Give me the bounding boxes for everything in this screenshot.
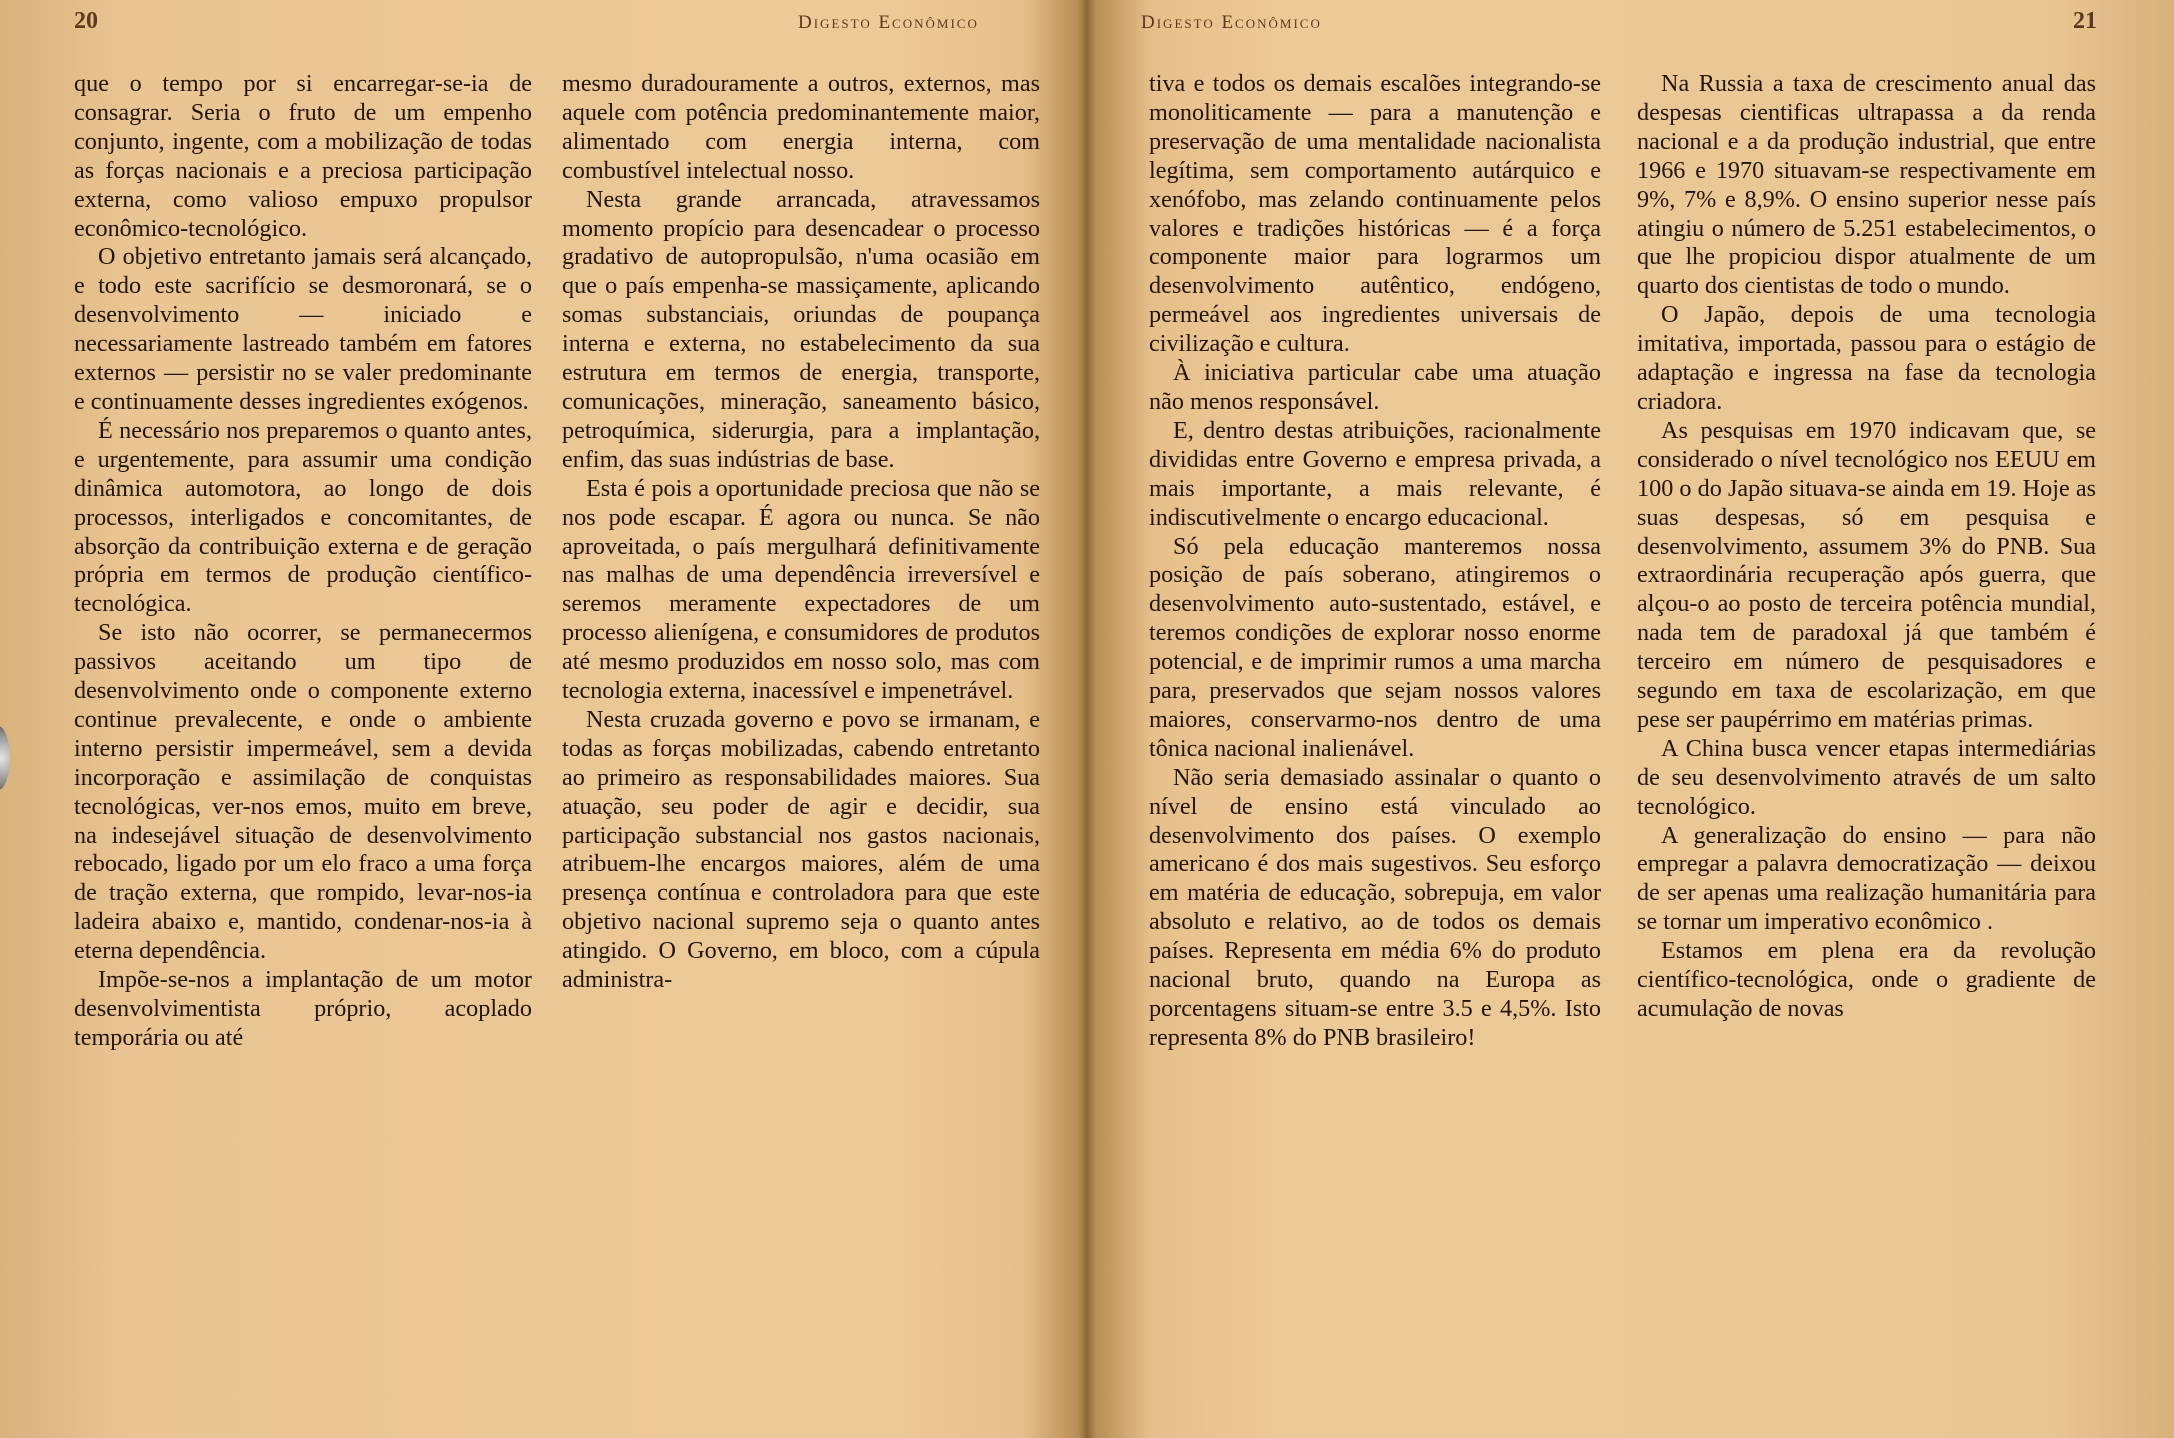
paragraph: E, dentro destas atribuições, racionalmente divididas entre Governo e empresa privada, a mais importante, a mais relevante, é indiscutivelmente o encargo educacional. — [1149, 416, 1601, 531]
paragraph: Nesta grande arrancada, atravessamos momento propício para desencadear o processo gradativo de autopropulsão, n'uma ocasião em que o país empenha-se massiçamente, aplicando somas substanciais, oriundas de poupança interna e externa, no estabelecimento da sua estrutura em termos de energia, transporte, comunicações, mineração, saneamento básico, petroquímica, siderurgia, para a implantação, enfim, das suas indústrias de base. — [562, 185, 1040, 473]
paragraph: O Japão, depois de uma tecnologia imitativa, importada, passou para o estágio de adaptação e ingressa na fase da tecnologia criadora. — [1637, 301, 2096, 415]
paragraph: Só pela educação manteremos nossa posição de país soberano, atingiremos o desenvolvimento auto-sustentado, estável, e teremos condições de explorar nosso enorme potencial, e de imprimir rumos a uma marcha para, preservados que sejam nossos valores maiores, conservarmo-nos dentro de uma tônica nacional inalienável. — [1149, 532, 1601, 762]
paragraph: que o tempo por si encarregar-se-ia de consagrar. Seria o fruto de um empenho conjunto, ingente, com a mobilização de todas as forças nacionais e a preciosa participação externa, como valioso empuxo propulsor econômico-tecnológico. — [74, 70, 532, 242]
paragraph: O objetivo entretanto jamais será alcançado, e todo este sacrifício se desmoronará, se o desenvolvimento — iniciado e necessariamente lastreado também em fatores externos — persistir no se valer predominante e continuamente desses ingredientes exógenos. — [74, 243, 532, 415]
paragraph: Impõe-se-nos a implantação de um motor desenvolvimentista próprio, acoplado temporária ou até — [74, 966, 532, 1051]
paragraph: A generalização do ensino — para não empregar a palavra democratização — deixou de ser apenas uma realização humanitária para se tornar um imperativo econômico . — [1637, 821, 2096, 936]
paragraph: mesmo duradouramente a outros, externos, mas aquele com potência predominantemente maior, alimentado com energia interna, com combustível intelectual nosso. — [562, 70, 1040, 184]
page-number: 21 — [2073, 8, 2097, 34]
paragraph: Se isto não ocorrer, se permanecermos passivos aceitando um tipo de desenvolvimento onde o componente externo continue prevalecente, e onde o ambiente interno persistir impermeável, sem a devida incorporação e assimilação de conquistas tecnológicas, ver-nos emos, muito em breve, na indesejável situação de desenvolvimento rebocado, ligado por um elo fraco a uma força de tração externa, que rompido, levar-nos-ia ladeira abaixo e, mantido, condenar-nos-ia à eterna dependência. — [74, 619, 532, 965]
paragraph: Estamos em plena era da revolução científico-tecnológica, onde o gradiente de acumulação de novas — [1637, 937, 2096, 1022]
paragraph: Na Russia a taxa de crescimento anual das despesas cientificas ultrapassa a da renda nacional e a da produção industrial, que entre 1966 e 1970 situavam-se respectivamente em 9%, 7% e 8,9%. O ensino superior nesse país atingiu o número de 5.251 estabelecimentos, o que lhe propiciou dispor atualmente de um quarto dos cientistas de todo o mundo. — [1637, 70, 2096, 300]
column-1 — [74, 70, 532, 1053]
running-head: Digesto Econômico — [798, 12, 979, 33]
text-columns — [1149, 70, 2096, 1053]
paragraph: À iniciativa particular cabe uma atuação não menos responsável. — [1149, 359, 1601, 415]
text-columns — [74, 70, 1040, 1053]
column-2 — [1637, 70, 2096, 1053]
right-page — [1087, 0, 2174, 1438]
running-head: Digesto Econômico — [1141, 12, 1322, 33]
page-number: 20 — [74, 8, 98, 34]
coin-object — [0, 726, 10, 790]
paragraph: Esta é pois a oportunidade preciosa que não se nos pode escapar. É agora ou nunca. Se não aproveitada, o país mergulhará definitivamente nas malhas de uma dependência irreversível e seremos meramente expectadores de um processo alienígena, e consumidores de produtos até mesmo produzidos em nosso solo, mas com tecnologia externa, inacessível e impenetrável. — [562, 474, 1040, 705]
paragraph: Não seria demasiado assinalar o quanto o nível de ensino está vinculado ao desenvolvimento dos países. O exemplo americano é dos mais sugestivos. Seu esforço em matéria de educação, sobrepuja, em valor absoluto e relativo, ao de todos os demais países. Representa em média 6% do produto nacional bruto, quando na Europa as porcentagens situam-se entre 3.5 e 4,5%. Isto representa 8% do PNB brasileiro! — [1149, 763, 1601, 1051]
paragraph: É necessário nos preparemos o quanto antes, e urgentemente, para assumir uma condição dinâmica automotora, ao longo de dois processos, interligados e concomitantes, de absorção da contribuição externa e de geração própria em termos de produção científico-tecnológica. — [74, 416, 532, 618]
column-1 — [1149, 70, 1601, 1053]
paragraph: Nesta cruzada governo e povo se irmanam, e todas as forças mobilizadas, cabendo entretanto ao primeiro as responsabilidades maiores. Sua atuação, seu poder de agir e decidir, sua participação substancial nos gastos nacionais, atribuem-lhe encargos maiores, além de uma presença contínua e controladora para que este objetivo nacional supremo seja o quanto antes atingido. O Governo, em bloco, com a cúpula administra- — [562, 705, 1040, 994]
paragraph: tiva e todos os demais escalões integrando-se monoliticamente — para a manutenção e preservação de uma mentalidade nacionalista legítima, sem comportamento autárquico e xenófobo, mas zelando continuamente pelos valores e tradições históricas — é a força componente maior para lograrmos um desenvolvimento autêntico, endógeno, permeável aos ingredientes universais de civilização e cultura. — [1149, 70, 1601, 358]
paragraph: A China busca vencer etapas intermediárias de seu desenvolvimento através de um salto tecnológico. — [1637, 734, 2096, 820]
column-2 — [562, 70, 1040, 1053]
paragraph: As pesquisas em 1970 indicavam que, se considerado o nível tecnológico nos EEUU em 100 o do Japão situava-se ainda em 19. Hoje as suas despesas, só em pesquisa e desenvolvimento, assumem 3% do PNB. Sua extraordinária recuperação após guerra, que alçou-o ao posto de terceira potência mundial, nada tem de paradoxal já que também é terceiro em número de pesquisadores e segundo em taxa de escolarização, em que pese ser paupérrimo em matérias primas. — [1637, 416, 2096, 733]
